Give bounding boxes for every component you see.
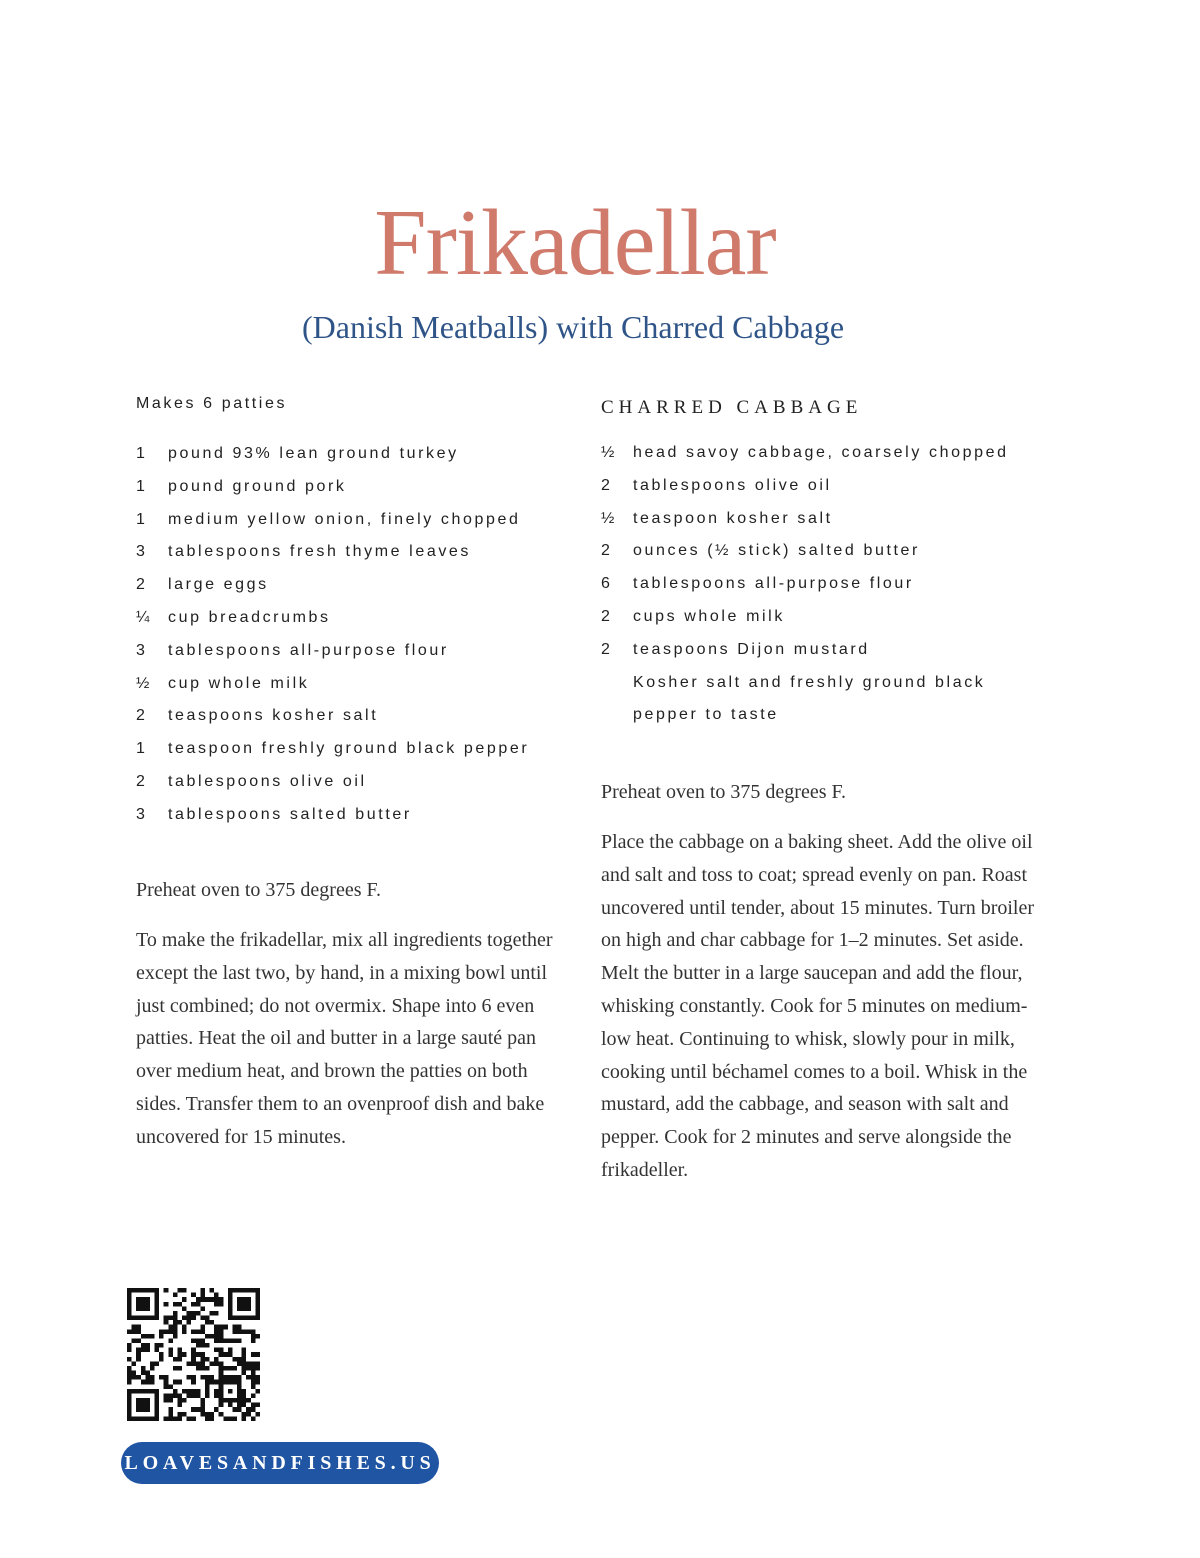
meatball-ingredient-list <box>136 438 576 832</box>
ingredient-name: tablespoons olive oil <box>633 476 832 494</box>
ingredient-item <box>601 470 1041 503</box>
ingredient-quantity: 2 <box>136 576 148 594</box>
ingredient-name: teaspoon freshly ground black pepper <box>168 740 530 758</box>
ingredient-name: tablespoons fresh thyme leaves <box>168 543 472 561</box>
ingredient-quantity: 2 <box>601 607 613 625</box>
ingredient-quantity: 1 <box>136 740 148 758</box>
ingredient-item <box>136 733 576 766</box>
ingredient-name: cup whole milk <box>168 674 310 692</box>
ingredient-quantity: 2 <box>601 542 613 560</box>
recipe-title: Frikadellar <box>374 191 776 295</box>
ingredient-quantity <box>601 667 633 733</box>
ingredient-name: ounces (½ stick) salted butter <box>633 542 920 560</box>
ingredient-quantity: 1 <box>136 445 148 462</box>
cabbage-section-title: CHARRED CABBAGE <box>601 397 863 418</box>
ingredient-name: tablespoons salted butter <box>168 805 412 823</box>
recipe-subtitle: (Danish Meatballs) with Charred Cabbage <box>301 309 845 345</box>
ingredient-item <box>136 799 576 832</box>
meatball-directions: To make the frikadellar, mix all ingredients together except the last two, by hand, in a mixing bowl until just combined; do not overmix. Shape into 6 even patties. Heat the oil and butter in a large sauté pan over medium heat, and brown the patties on both sides. Transfer them to an ovenproof dish and bake uncovered for 15 minutes. <box>136 929 553 1148</box>
ingredient-name: tablespoons all-purpose flour <box>633 575 914 593</box>
ingredient-name: large eggs <box>168 576 269 594</box>
ingredient-quantity: ¼ <box>136 608 152 626</box>
cabbage-directions <box>601 826 1041 1187</box>
ingredient-item <box>136 700 576 733</box>
ingredient-quantity: 2 <box>601 476 613 494</box>
website-link[interactable]: LOAVESANDFISHES.US <box>121 1442 439 1484</box>
ingredient-quantity: ½ <box>601 444 617 461</box>
ingredient-item <box>136 668 576 701</box>
ingredient-item <box>136 536 576 569</box>
ingredient-name: teaspoons Dijon mustard <box>633 640 870 658</box>
ingredient-item <box>601 535 1041 568</box>
ingredient-item <box>601 437 1041 470</box>
ingredient-item <box>136 438 576 471</box>
cabbage-ingredient-list <box>601 437 1041 732</box>
ingredient-item <box>136 602 576 635</box>
recipe-yield: Makes 6 patties <box>136 395 288 412</box>
ingredient-quantity: 3 <box>136 543 148 561</box>
ingredient-item <box>601 667 1041 733</box>
ingredient-quantity: 6 <box>601 575 613 593</box>
cabbage-ingredients-column <box>601 393 1041 732</box>
ingredient-quantity: 2 <box>136 707 148 725</box>
ingredient-name: head savoy cabbage, coarsely chopped <box>633 444 1009 461</box>
ingredient-quantity: ½ <box>136 674 152 692</box>
ingredient-item <box>136 766 576 799</box>
ingredient-name: tablespoons all-purpose flour <box>168 641 449 659</box>
ingredient-item <box>601 601 1041 634</box>
ingredient-item <box>601 634 1041 667</box>
ingredient-name: cup breadcrumbs <box>168 608 331 626</box>
meatball-preheat-text: Preheat oven to 375 degrees F. <box>136 879 381 901</box>
ingredient-name: cups whole milk <box>633 607 785 625</box>
ingredient-name: pound 93% lean ground turkey <box>168 445 459 462</box>
ingredient-item <box>136 471 576 504</box>
ingredient-quantity: 1 <box>136 477 148 495</box>
ingredient-item <box>136 635 576 668</box>
cabbage-preheat-text: Preheat oven to 375 degrees F. <box>601 781 846 803</box>
ingredient-name: teaspoons kosher salt <box>168 707 379 725</box>
ingredient-name: teaspoon kosher salt <box>633 509 833 527</box>
ingredient-item <box>601 568 1041 601</box>
ingredient-name: tablespoons olive oil <box>168 772 367 790</box>
ingredient-quantity: 2 <box>601 640 613 658</box>
ingredient-name: medium yellow onion, finely chopped <box>168 510 521 528</box>
cabbage-directions-roast: Place the cabbage on a baking sheet. Add the olive oil and salt and toss to coat; spread evenly on pan. Roast uncovered until tender, about 15 minutes. Turn broiler on high and char cabbage for 1–2 minutes. Set aside. <box>601 831 1035 952</box>
ingredient-item <box>601 503 1041 536</box>
qr-code-icon[interactable] <box>127 1288 260 1421</box>
ingredient-quantity: 2 <box>136 772 148 790</box>
ingredient-name: pound ground pork <box>168 477 347 495</box>
ingredient-quantity: 1 <box>136 510 148 528</box>
cabbage-directions-sauce: Melt the butter in a large saucepan and add the flour, whisking constantly. Cook for 5 minutes on medium-low heat. Continuing to whisk, slowly pour in milk, cooking until béchamel comes to a boil. Whisk in the mustard, add the cabbage, and season with salt and pepper. Cook for 2 minutes and serve alongside the frikadeller. <box>601 962 1028 1181</box>
ingredient-quantity: 3 <box>136 641 148 659</box>
ingredient-item <box>136 569 576 602</box>
ingredient-name: Kosher salt and freshly ground black pepper to taste <box>633 673 986 724</box>
ingredient-quantity: 3 <box>136 805 148 823</box>
ingredient-quantity: ½ <box>601 509 617 527</box>
ingredient-item <box>136 504 576 537</box>
meatball-ingredients-column <box>136 390 576 832</box>
